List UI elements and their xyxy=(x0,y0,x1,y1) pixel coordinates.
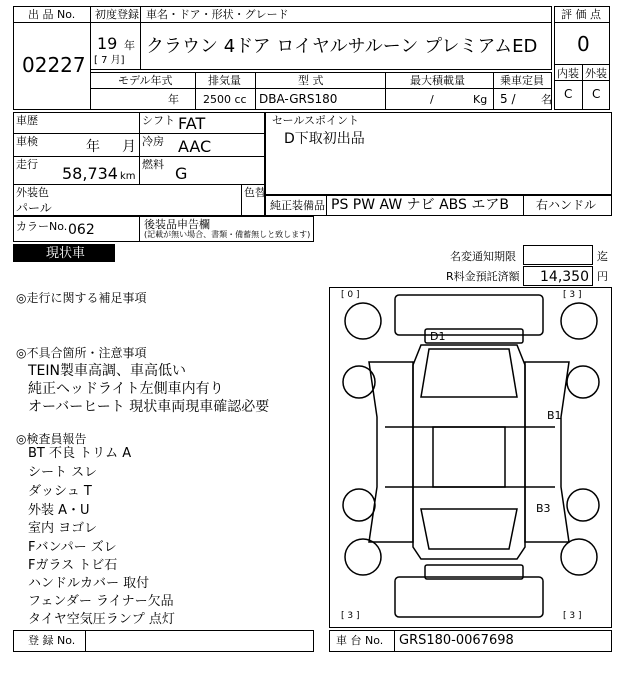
model-year-label: モデル年式 xyxy=(118,74,173,87)
fuel-label: 燃料 xyxy=(142,158,164,171)
inspection-year: 年 xyxy=(86,139,100,155)
color-no-label: カラーNo. xyxy=(16,220,68,233)
diagram-bottom-left: [ 3 ] xyxy=(341,611,360,621)
interior-grade: C xyxy=(564,87,573,101)
exterior-grade: C xyxy=(592,87,601,101)
car-name: クラウン 4ドア ロイヤルサルーン プレミアムED xyxy=(146,36,538,57)
defect-line: オーバーヒート 現状車両現車確認必要 xyxy=(28,399,270,415)
year-label: 年 xyxy=(124,39,135,52)
wheel-br xyxy=(567,489,599,521)
sales-point-value: D下取初出品 xyxy=(284,131,365,147)
inspector-line: 室内 ヨゴレ xyxy=(28,521,98,536)
defects-title: ◎不具合箇所・注意事項 xyxy=(16,346,147,360)
wheel-bl xyxy=(343,489,375,521)
load-unit: Kg xyxy=(473,93,488,106)
car-diagram xyxy=(329,287,612,628)
roof xyxy=(433,427,505,487)
wheel-mr xyxy=(567,366,599,398)
wheel-fr xyxy=(561,303,597,339)
mileage-unit: km xyxy=(120,171,136,182)
shift-label: シフト xyxy=(142,114,175,127)
inspector-line: フェンダー ライナー欠品 xyxy=(28,594,174,609)
inspector-line: ダッシュ T xyxy=(28,484,92,499)
displacement-label: 排気量 xyxy=(208,74,241,87)
displacement-value: 2500 cc xyxy=(203,93,247,106)
trunk xyxy=(421,509,517,549)
type-value: DBA-GRS180 xyxy=(259,92,338,106)
load-value: / xyxy=(430,93,434,106)
ac-value: AAC xyxy=(178,137,212,156)
name-change-label: 名変通知期限 xyxy=(450,250,516,263)
color-change-label: 色替 xyxy=(244,186,266,199)
chassis-label: 車 台 No. xyxy=(336,634,384,647)
interior-label: 内装 xyxy=(557,67,579,80)
left-side xyxy=(369,362,413,542)
first-reg-label: 初度登録 xyxy=(95,8,139,21)
aftermarket-note: (記載が無い場合、書類・備蓄無しと致します) xyxy=(144,230,311,239)
inspector-line: タイヤ空気圧ランプ 点灯 xyxy=(28,612,175,627)
type-label: 型 式 xyxy=(298,74,324,87)
driving-title: ◎走行に関する補足事項 xyxy=(16,291,147,305)
exterior-label: 外装 xyxy=(585,67,607,80)
steering-value: 右ハンドル xyxy=(536,198,597,212)
first-reg-month: [ 7 月] xyxy=(94,55,125,66)
diagram-top-left: [ 0 ] xyxy=(341,290,360,300)
right-side xyxy=(525,362,569,542)
shift-value: FAT xyxy=(178,114,206,133)
lot-number: 02227 xyxy=(22,53,86,77)
inspector-line: Fガラス トビ石 xyxy=(28,558,118,573)
score-label: 評 価 点 xyxy=(561,8,601,21)
current-car-label: 現状車 xyxy=(46,246,86,261)
color-no-value: 062 xyxy=(68,222,95,238)
equipment-label: 純正装備品 xyxy=(270,199,325,212)
inspector-line: BT 不良 トリム A xyxy=(28,446,132,461)
hood xyxy=(421,349,517,397)
mark-b3: B3 xyxy=(536,502,551,515)
defect-line: TEIN製車高調、車高低い xyxy=(28,363,186,379)
inspector-line: ハンドルカバー 取付 xyxy=(28,576,150,591)
rear-bumper-outline xyxy=(395,577,543,617)
defect-line: 純正ヘッドライト左側車内有り xyxy=(28,381,224,397)
name-change-unit: 迄 xyxy=(597,250,608,263)
score-value: 0 xyxy=(577,32,590,56)
ac-label: 冷房 xyxy=(142,135,164,148)
wheel-fl xyxy=(345,303,381,339)
inspector-line: シート スレ xyxy=(28,465,98,480)
capacity-value: 5 / xyxy=(500,92,516,106)
body-outline xyxy=(413,345,525,559)
inspection-month: 月 xyxy=(122,139,136,155)
history-label: 車歴 xyxy=(16,114,38,127)
inspector-line: Fバンパー ズレ xyxy=(28,540,117,555)
sales-point-label: セールスポイント xyxy=(272,114,360,127)
equipment-value: PS PW AW ナビ ABS エアB xyxy=(331,197,509,213)
model-year-unit: 年 xyxy=(168,93,179,106)
mileage-value: 58,734 xyxy=(62,164,118,183)
fuel-value: G xyxy=(175,164,188,183)
wheel-rl xyxy=(345,539,381,575)
recycle-amount: 14,350 xyxy=(540,269,589,285)
chassis-value: GRS180-0067698 xyxy=(399,633,514,648)
wheel-rr xyxy=(561,539,597,575)
diagram-bottom-right: [ 3 ] xyxy=(563,611,582,621)
registration-label: 登 録 No. xyxy=(28,634,76,647)
mileage-label: 走行 xyxy=(16,158,38,171)
name-label: 車名・ドア・形状・グレード xyxy=(146,8,289,21)
recycle-label: R料金預託済額 xyxy=(446,270,520,283)
diagram-top-right: [ 3 ] xyxy=(563,290,582,300)
aftermarket-label: 後装品申告欄 xyxy=(144,218,210,231)
capacity-unit: 名 xyxy=(541,93,552,106)
first-reg-year: 19 xyxy=(97,34,118,53)
inspection-label: 車検 xyxy=(16,135,38,148)
color-value: パール xyxy=(16,201,52,215)
mark-d1: D1 xyxy=(430,330,446,343)
load-label: 最大積載量 xyxy=(410,74,465,87)
mark-b1: B1 xyxy=(547,409,562,422)
color-label: 外装色 xyxy=(16,186,49,199)
recycle-unit: 円 xyxy=(597,270,608,283)
lot-label: 出 品 No. xyxy=(28,8,76,21)
name-change-box xyxy=(523,245,593,265)
inspector-title: ◎検査員報告 xyxy=(16,432,87,446)
inspector-line: 外装 A・U xyxy=(28,503,90,518)
capacity-label: 乗車定員 xyxy=(500,74,544,87)
